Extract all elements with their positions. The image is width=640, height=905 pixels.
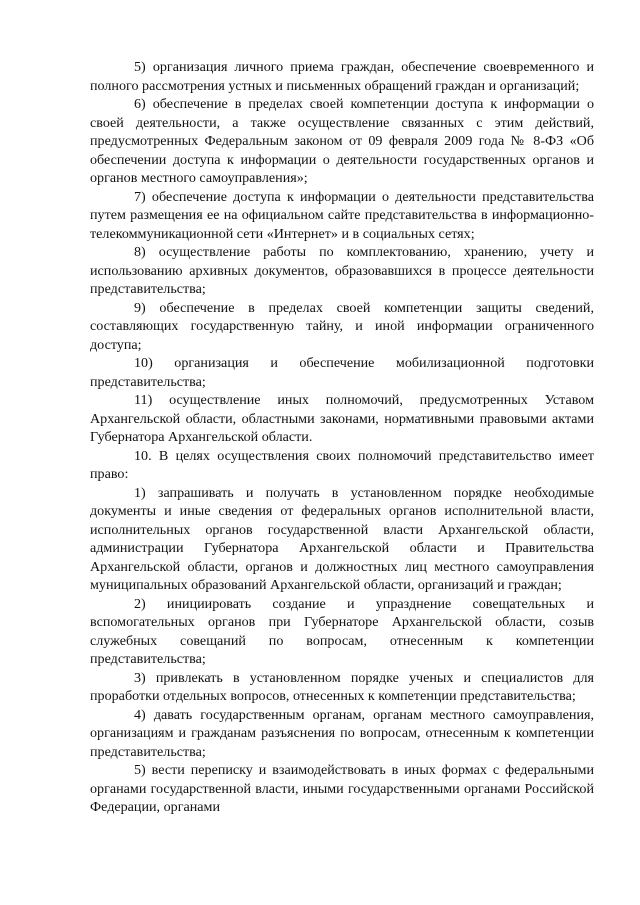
paragraph-section-10-rights: 10. В целях осуществления своих полномочий представительство имеет право:	[90, 447, 594, 482]
paragraph-item-9-secrets: 9) обеспечение в пределах своей компетенции защиты сведений, составляющих государственную тайну, и иной информации ограниченного доступа;	[90, 299, 594, 353]
paragraph-item-10-mobilization: 10) организация и обеспечение мобилизационной подготовки представительства;	[90, 355, 594, 390]
paragraph-item-6-info-access: 6) обеспечение в пределах своей компетенции доступа к информации о своей деятельности, а также осуществление связанных с этим действий, предусмотренных Федеральным законом от 09 февраля 2009 года № 8-ФЗ «Об обеспечении доступа к информации о деятельности государственных органов и органов местного самоуправления»;	[90, 96, 594, 186]
paragraph-right-5-correspondence: 5) вести переписку и взаимодействовать в иных формах с федеральными органами государственной власти, иными государственными органами Российской Федерации, органами	[90, 762, 594, 815]
paragraph-item-5-reception: 5) организация личного приема граждан, обеспечение своевременного и полного рассмотрения устных и письменных обращений граждан и организаций;	[90, 59, 594, 94]
paragraph-item-7-website: 7) обеспечение доступа к информации о деятельности представительства путем размещения ее на официальном сайте представительства в информационно-телекоммуникационной сети «Интернет» и в социальных сетях;	[90, 188, 594, 242]
document-page	[90, 58, 594, 817]
paragraph-right-4-explanations: 4) давать государственным органам, органам местного самоуправления, организациям и гражданам разъяснения по вопросам, отнесенным к компетенции представительства;	[90, 706, 594, 760]
paragraph-item-11-other-powers: 11) осуществление иных полномочий, предусмотренных Уставом Архангельской области, областными законами, нормативными правовыми актами Губернатора Архангельской области.	[90, 392, 594, 445]
paragraph-right-3-experts: 3) привлекать в установленном порядке ученых и специалистов для проработки отдельных вопросов, отнесенных к компетенции представительства;	[90, 669, 594, 704]
paragraph-right-2-initiate: 2) инициировать создание и упразднение совещательных и вспомогательных органов при Губернаторе Архангельской области, созыв служебных совещаний по вопросам, отнесенным к компетенции представительства;	[90, 595, 594, 667]
paragraph-item-8-archives: 8) осуществление работы по комплектованию, хранению, учету и использованию архивных документов, образовавшихся в процессе деятельности представительства;	[90, 244, 594, 297]
paragraph-right-1-request: 1) запрашивать и получать в установленном порядке необходимые документы и иные сведения от федеральных органов исполнительной власти, исполнительных органов государственной власти Архангельской области, администрации Губернатора Архангельской области и Правительства Архангельской области, органов и должностных лиц местного самоуправления муниципальных образований Архангельской области, организаций и граждан;	[90, 484, 594, 593]
